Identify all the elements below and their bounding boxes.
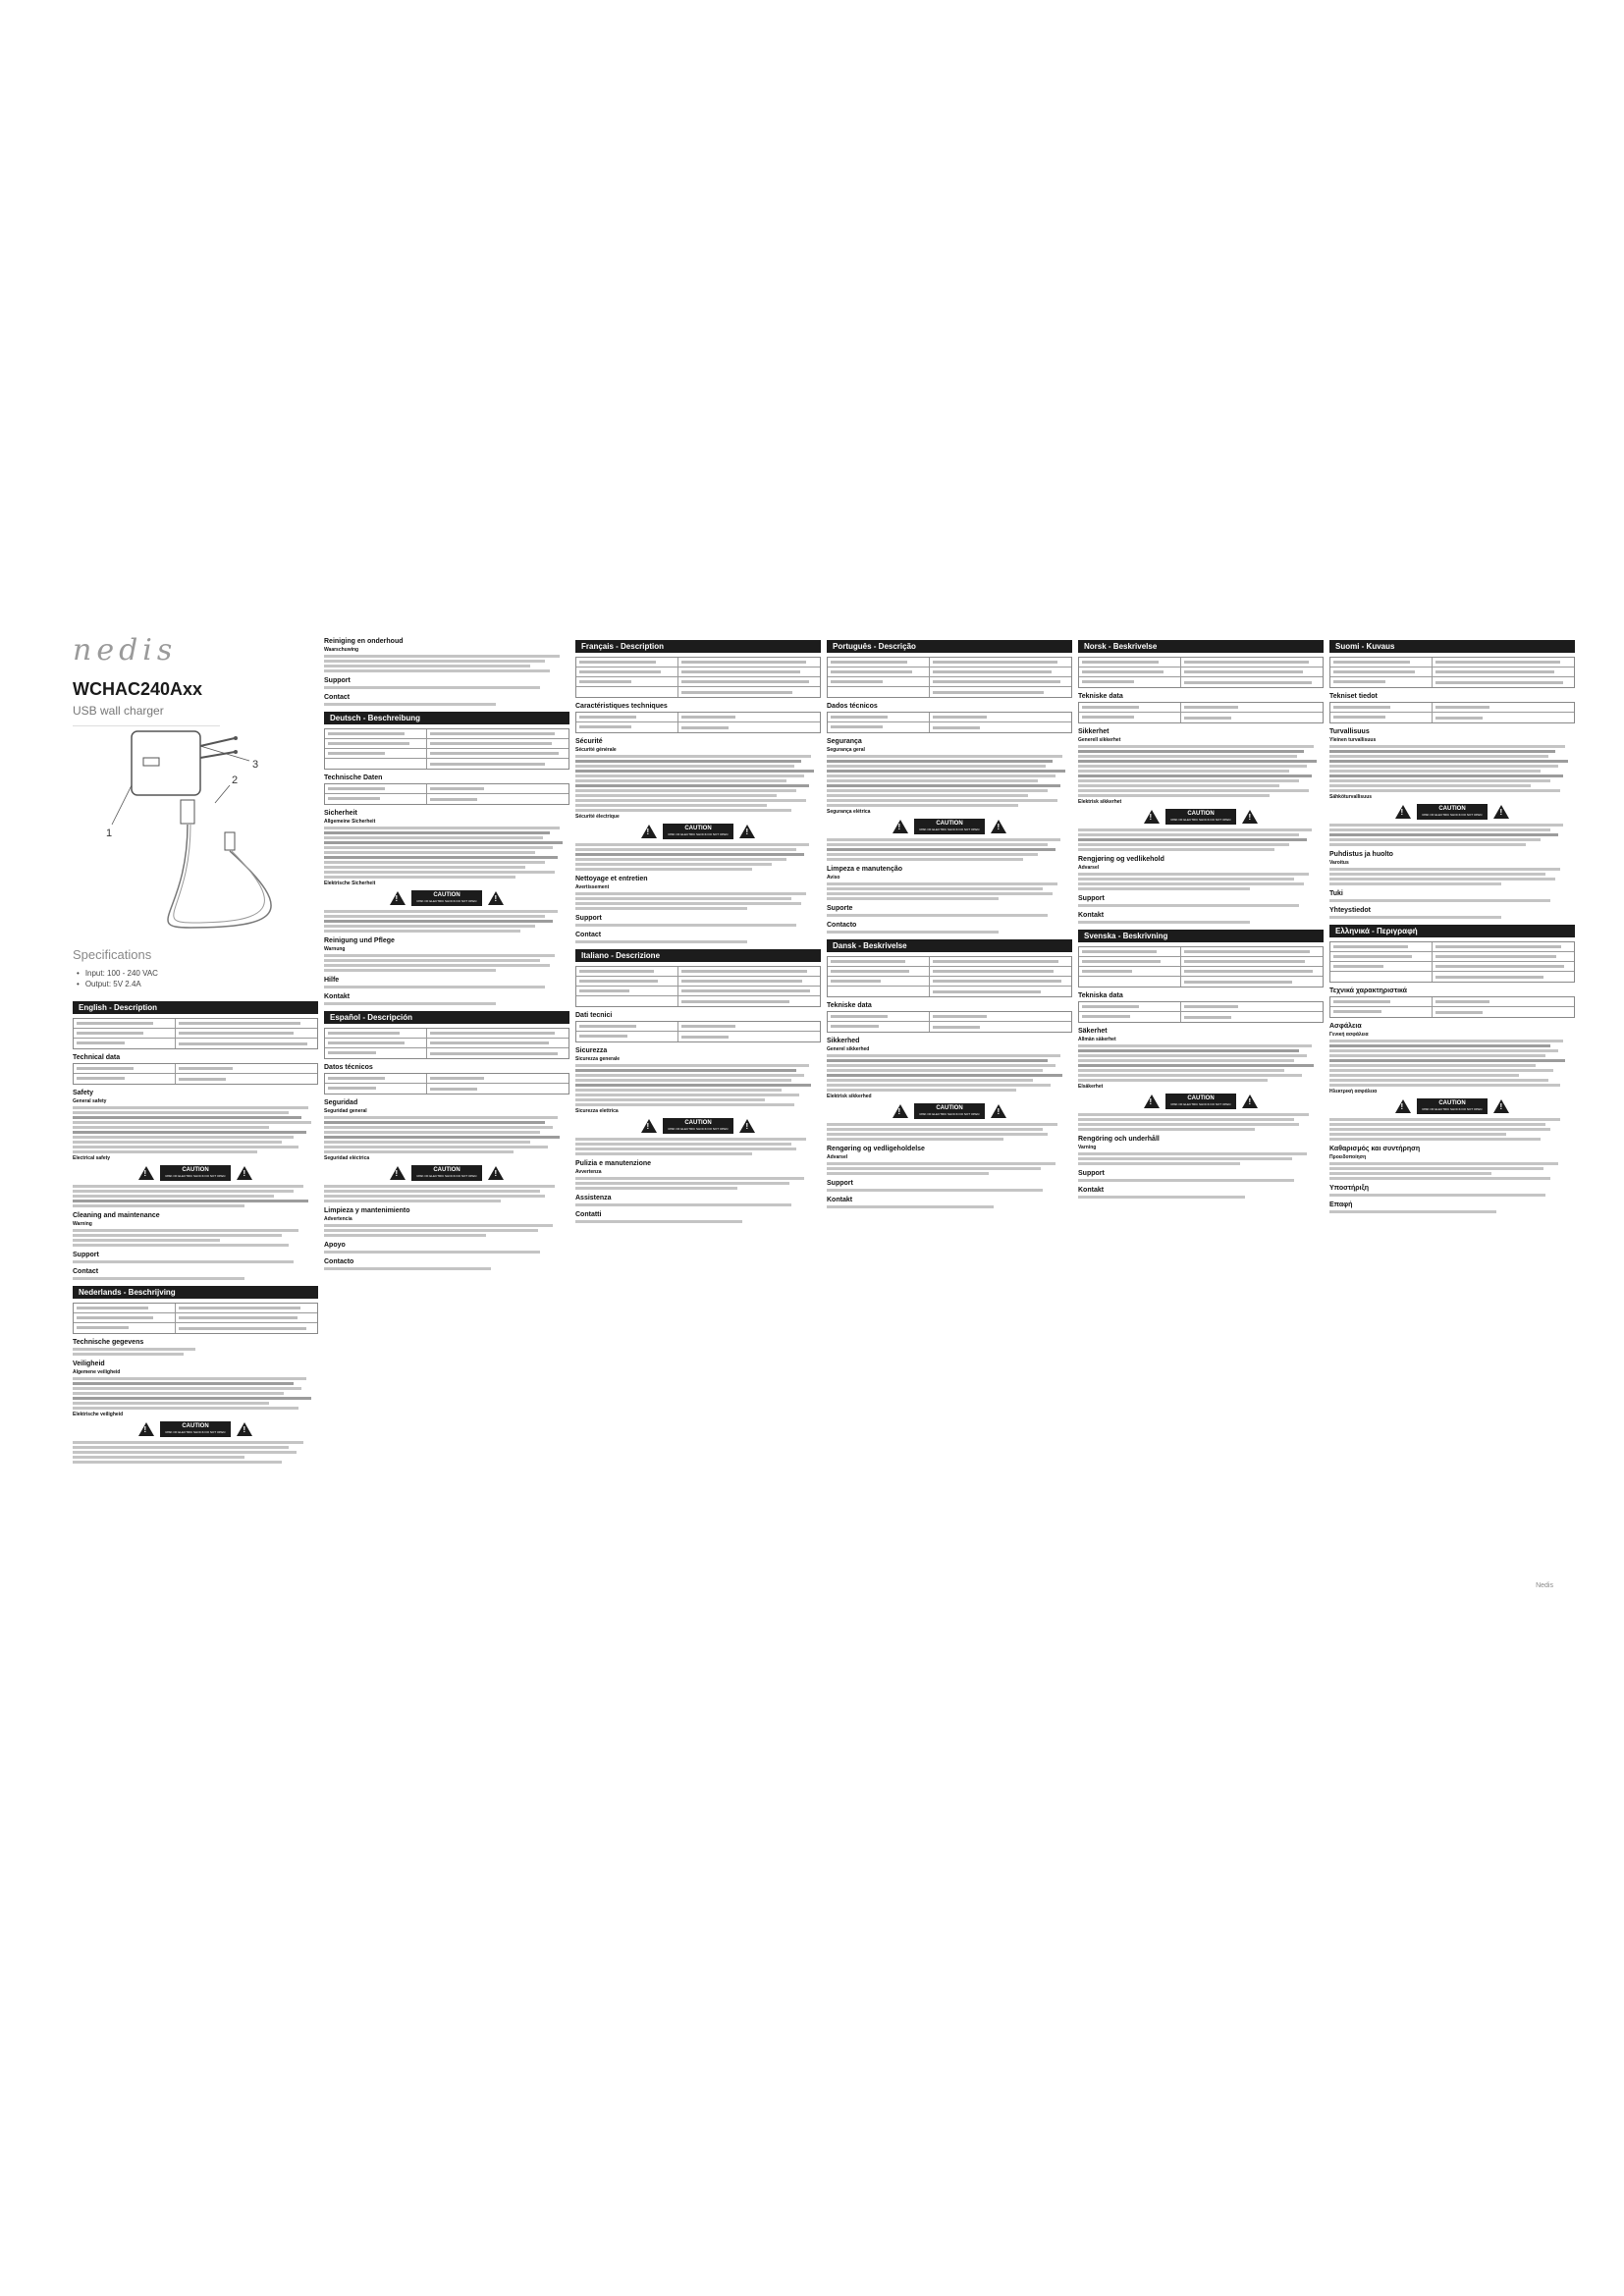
sub-warning-nl: Waarschuwing [324,647,359,653]
sub-general-safety-es: Seguridad general [324,1108,367,1114]
warning-icon [641,825,657,838]
heading-safety-pt: Segurança [827,738,862,745]
sub-general-safety-no: Generell sikkerhet [1078,737,1121,743]
column-fr-it [575,640,821,1225]
heading-tech-fi: Tekniset tiedot [1329,693,1378,700]
heading-cleaning-fi: Puhdistus ja huolto [1329,851,1393,858]
caution-label-no: ! CAUTION RISK OF ELECTRIC SHOCK DO NOT OPEN ! [1078,809,1324,825]
warning-icon [1493,1099,1509,1113]
tech-table-sv [1078,1001,1324,1023]
warning-icon [390,1166,406,1180]
usb-plug-b [225,832,235,850]
warning-icon [1144,810,1160,824]
heading-support-el: Υποστήριξη [1329,1185,1369,1192]
tech-table-no [1078,702,1324,723]
warning-icon [1493,805,1509,819]
caution-label-pt: ! CAUTION RISK OF ELECTRIC SHOCK DO NOT OPEN ! [827,819,1072,834]
heading-cleaning-es: Limpieza y mantenimiento [324,1207,410,1214]
sub-general-safety-de: Allgemeine Sicherheit [324,819,376,825]
heading-tech-sv: Tekniska data [1078,992,1123,999]
sub-electrical-el: Ηλεκτρική ασφάλεια [1329,1089,1378,1095]
section-header-el: Ελληνικά - Περιγραφή [1329,925,1575,937]
parts-table-da [827,956,1072,997]
parts-table-sv [1078,946,1324,988]
heading-support-de: Hilfe [324,977,340,984]
heading-tech-es: Datos técnicos [324,1064,373,1071]
column-nl-de-es [324,633,569,1272]
specifications [73,947,308,989]
heading-safety-it: Sicurezza [575,1047,608,1054]
sub-electrical-nl: Elektrische veiligheid [73,1412,124,1417]
section-header-es: Español - Descripción [324,1011,569,1024]
sub-warning-de: Warnung [324,946,346,952]
footer-brand-mark: Nedis [1536,1582,1553,1589]
sub-electrical-da: Elektrisk sikkerhed [827,1094,872,1099]
brand-logo: nedis [73,633,178,667]
spec-input: • Input: 100 - 240 VAC [86,968,308,979]
spec-output: • Output: 5V 2.4A [86,979,308,989]
warning-icon [1144,1095,1160,1108]
parts-table-en [73,1018,318,1049]
parts-table-it [575,966,821,1007]
heading-safety-es: Seguridad [324,1099,358,1106]
section-header-fi: Suomi - Kuvaus [1329,640,1575,653]
sub-general-safety-fr: Sécurité générale [575,747,617,753]
parts-table-no [1078,657,1324,688]
heading-cleaning-en: Cleaning and maintenance [73,1212,160,1219]
heading-contact-fr: Contact [575,932,602,938]
heading-tech-pt: Dados técnicos [827,703,878,710]
sub-electrical-fr: Sécurité électrique [575,814,620,820]
column-no-sv [1078,640,1324,1201]
tech-table-da [827,1011,1072,1033]
warning-icon [237,1422,252,1436]
warning-icon [991,1104,1006,1118]
warning-icon [739,1119,755,1133]
section-header-nl: Nederlands - Beschrijving [73,1286,318,1299]
warning-icon [1395,1099,1411,1113]
warning-icon [237,1166,252,1180]
heading-contact-el: Επαφή [1329,1201,1353,1208]
heading-support-es: Apoyo [324,1242,346,1249]
tech-table-el [1329,996,1575,1018]
heading-safety-de: Sicherheit [324,810,357,817]
callout-1: 1 [106,828,113,839]
warning-icon [641,1119,657,1133]
heading-support-da: Support [827,1180,853,1187]
sub-general-safety-sv: Allmän säkerhet [1078,1037,1116,1042]
section-header-da: Dansk - Beskrivelse [827,939,1072,952]
heading-support-nl: Support [324,677,351,684]
heading-safety-da: Sikkerhed [827,1038,860,1044]
product-illustration [73,717,318,933]
column-fi-el [1329,640,1575,1215]
tech-table-it [575,1021,821,1042]
heading-tech-no: Tekniske data [1078,693,1123,700]
heading-support-fr: Support [575,915,602,922]
usb-plug-a [181,800,194,824]
warning-icon [138,1166,154,1180]
warning-icon [893,820,908,833]
warning-icon [488,1166,504,1180]
column-pt-da [827,640,1072,1210]
parts-table-fr [575,657,821,698]
sub-general-safety-fi: Yleinen turvallisuus [1329,737,1377,743]
sub-electrical-pt: Segurança elétrica [827,809,871,815]
section-header-sv: Svenska - Beskrivning [1078,930,1324,942]
sub-general-safety-en: General safety [73,1098,107,1104]
section-header-no: Norsk - Beskrivelse [1078,640,1324,653]
heading-support-pt: Suporte [827,905,853,912]
heading-cleaning-it: Pulizia e manutenzione [575,1160,652,1167]
heading-safety-nl: Veiligheid [73,1361,105,1367]
warning-icon [893,1104,908,1118]
warning-icon [1242,1095,1258,1108]
caution-label-fr: ! CAUTION RISK OF ELECTRIC SHOCK DO NOT OPEN ! [575,824,821,839]
section-header-pt: Português - Descrição [827,640,1072,653]
sub-warning-el: Προειδοποίηση [1329,1154,1367,1160]
sub-electrical-it: Sicurezza elettrica [575,1108,619,1114]
heading-contact-pt: Contacto [827,922,857,929]
section-header-en: English - Description [73,1001,318,1014]
tech-table-es [324,1073,569,1095]
heading-support-sv: Support [1078,1170,1105,1177]
callout-2: 2 [232,774,239,786]
sub-general-safety-el: Γενική ασφάλεια [1329,1032,1369,1038]
sub-warning-en: Warning [73,1221,92,1227]
caution-label-en: ! CAUTION RISK OF ELECTRIC SHOCK DO NOT OPEN ! [73,1165,318,1181]
tech-table-pt [827,712,1072,733]
heading-cleaning-pt: Limpeza e manutenção [827,866,903,873]
sub-warning-fi: Varoitus [1329,860,1349,866]
caution-label-sv: ! CAUTION RISK OF ELECTRIC SHOCK DO NOT OPEN ! [1078,1094,1324,1109]
heading-contact-nl: Contact [324,694,351,701]
warning-icon [138,1422,154,1436]
column-en-nl [73,1001,318,1466]
parts-table-es [324,1028,569,1059]
sub-warning-da: Advarsel [827,1154,848,1160]
section-header-fr: Français - Description [575,640,821,653]
cable [168,825,271,928]
heading-support-fi: Tuki [1329,890,1343,897]
sub-electrical-de: Elektrische Sicherheit [324,881,376,886]
heading-cleaning-no: Rengjøring og vedlikehold [1078,856,1164,863]
sub-warning-sv: Varning [1078,1145,1097,1150]
cover-block [73,633,308,726]
caution-label-de: ! CAUTION RISK OF ELECTRIC SHOCK DO NOT OPEN ! [324,890,569,906]
parts-table-nl [73,1303,318,1334]
sub-electrical-en: Electrical safety [73,1155,111,1161]
heading-tech-nl: Technische gegevens [73,1339,144,1346]
parts-table-el [1329,941,1575,983]
tech-table-fi [1329,702,1575,723]
sub-electrical-no: Elektrisk sikkerhet [1078,799,1122,805]
sub-electrical-sv: Elsäkerhet [1078,1084,1104,1090]
caution-label-fi: ! CAUTION RISK OF ELECTRIC SHOCK DO NOT OPEN ! [1329,804,1575,820]
sub-warning-es: Advertencia [324,1216,352,1222]
sub-general-safety-it: Sicurezza generale [575,1056,621,1062]
specifications-title: Specifications [73,947,152,962]
heading-safety-en: Safety [73,1090,94,1096]
product-subtitle: USB wall charger [73,704,164,718]
heading-support-no: Support [1078,895,1105,902]
heading-safety-no: Sikkerhet [1078,728,1110,735]
caution-label-da: ! CAUTION RISK OF ELECTRIC SHOCK DO NOT OPEN ! [827,1103,1072,1119]
callout-3: 3 [252,759,259,771]
model-number: WCHAC240Axx [73,679,203,699]
heading-tech-fr: Caractéristiques techniques [575,703,668,710]
sub-warning-it: Avvertenza [575,1169,602,1175]
caution-label-es: ! CAUTION RISK OF ELECTRIC SHOCK DO NOT OPEN ! [324,1165,569,1181]
caution-label-nl: ! CAUTION RISK OF ELECTRIC SHOCK DO NOT OPEN ! [73,1421,318,1437]
parts-table-pt [827,657,1072,698]
heading-support-it: Assistenza [575,1195,612,1201]
heading-cleaning-sv: Rengöring och underhåll [1078,1136,1160,1143]
heading-contact-it: Contatti [575,1211,602,1218]
sub-general-safety-pt: Segurança geral [827,747,865,753]
heading-tech-el: Τεχνικά χαρακτηριστικά [1329,988,1407,994]
sub-general-safety-nl: Algemene veiligheid [73,1369,121,1375]
sub-electrical-es: Seguridad eléctrica [324,1155,370,1161]
heading-tech-de: Technische Daten [324,774,383,781]
tech-table-en [73,1063,318,1085]
caution-label-it: ! CAUTION RISK OF ELECTRIC SHOCK DO NOT OPEN ! [575,1118,821,1134]
heading-contact-en: Contact [73,1268,99,1275]
heading-safety-fr: Sécurité [575,738,603,745]
heading-cleaning-el: Καθαρισμός και συντήρηση [1329,1146,1421,1152]
heading-contact-no: Kontakt [1078,912,1105,919]
section-header-de: Deutsch - Beschreibung [324,712,569,724]
usb-port [143,758,159,766]
sub-warning-pt: Aviso [827,875,840,881]
tech-table-fr [575,712,821,733]
warning-icon [1242,810,1258,824]
heading-contact-es: Contacto [324,1258,354,1265]
heading-contact-da: Kontakt [827,1197,853,1203]
heading-contact-fi: Yhteystiedot [1329,907,1372,914]
sub-warning-no: Advarsel [1078,865,1100,871]
tech-table-de [324,783,569,805]
heading-contact-sv: Kontakt [1078,1187,1105,1194]
heading-cleaning-da: Rengøring og vedligeholdelse [827,1146,925,1152]
section-header-it: Italiano - Descrizione [575,949,821,962]
caution-label-el: ! CAUTION RISK OF ELECTRIC SHOCK DO NOT OPEN ! [1329,1098,1575,1114]
heading-safety-fi: Turvallisuus [1329,728,1370,735]
warning-icon [739,825,755,838]
heading-cleaning-fr: Nettoyage et entretien [575,876,648,882]
heading-cleaning-nl: Reiniging en onderhoud [324,638,404,645]
heading-safety-sv: Säkerhet [1078,1028,1108,1035]
parts-table-de [324,728,569,770]
heading-tech-da: Tekniske data [827,1002,872,1009]
heading-tech-it: Dati tecnici [575,1012,613,1019]
warning-icon [390,891,406,905]
warning-icon [488,891,504,905]
heading-contact-de: Kontakt [324,993,351,1000]
heading-tech-en: Technical data [73,1054,121,1061]
sub-electrical-fi: Sähköturvallisuus [1329,794,1373,800]
parts-table-fi [1329,657,1575,688]
sub-general-safety-da: Generel sikkerhed [827,1046,870,1052]
charger-body [132,731,200,795]
heading-safety-el: Ασφάλεια [1329,1023,1362,1030]
sub-warning-fr: Avertissement [575,884,610,890]
warning-icon [1395,805,1411,819]
warning-icon [991,820,1006,833]
heading-support-en: Support [73,1252,99,1258]
heading-cleaning-de: Reinigung und Pflege [324,937,395,944]
